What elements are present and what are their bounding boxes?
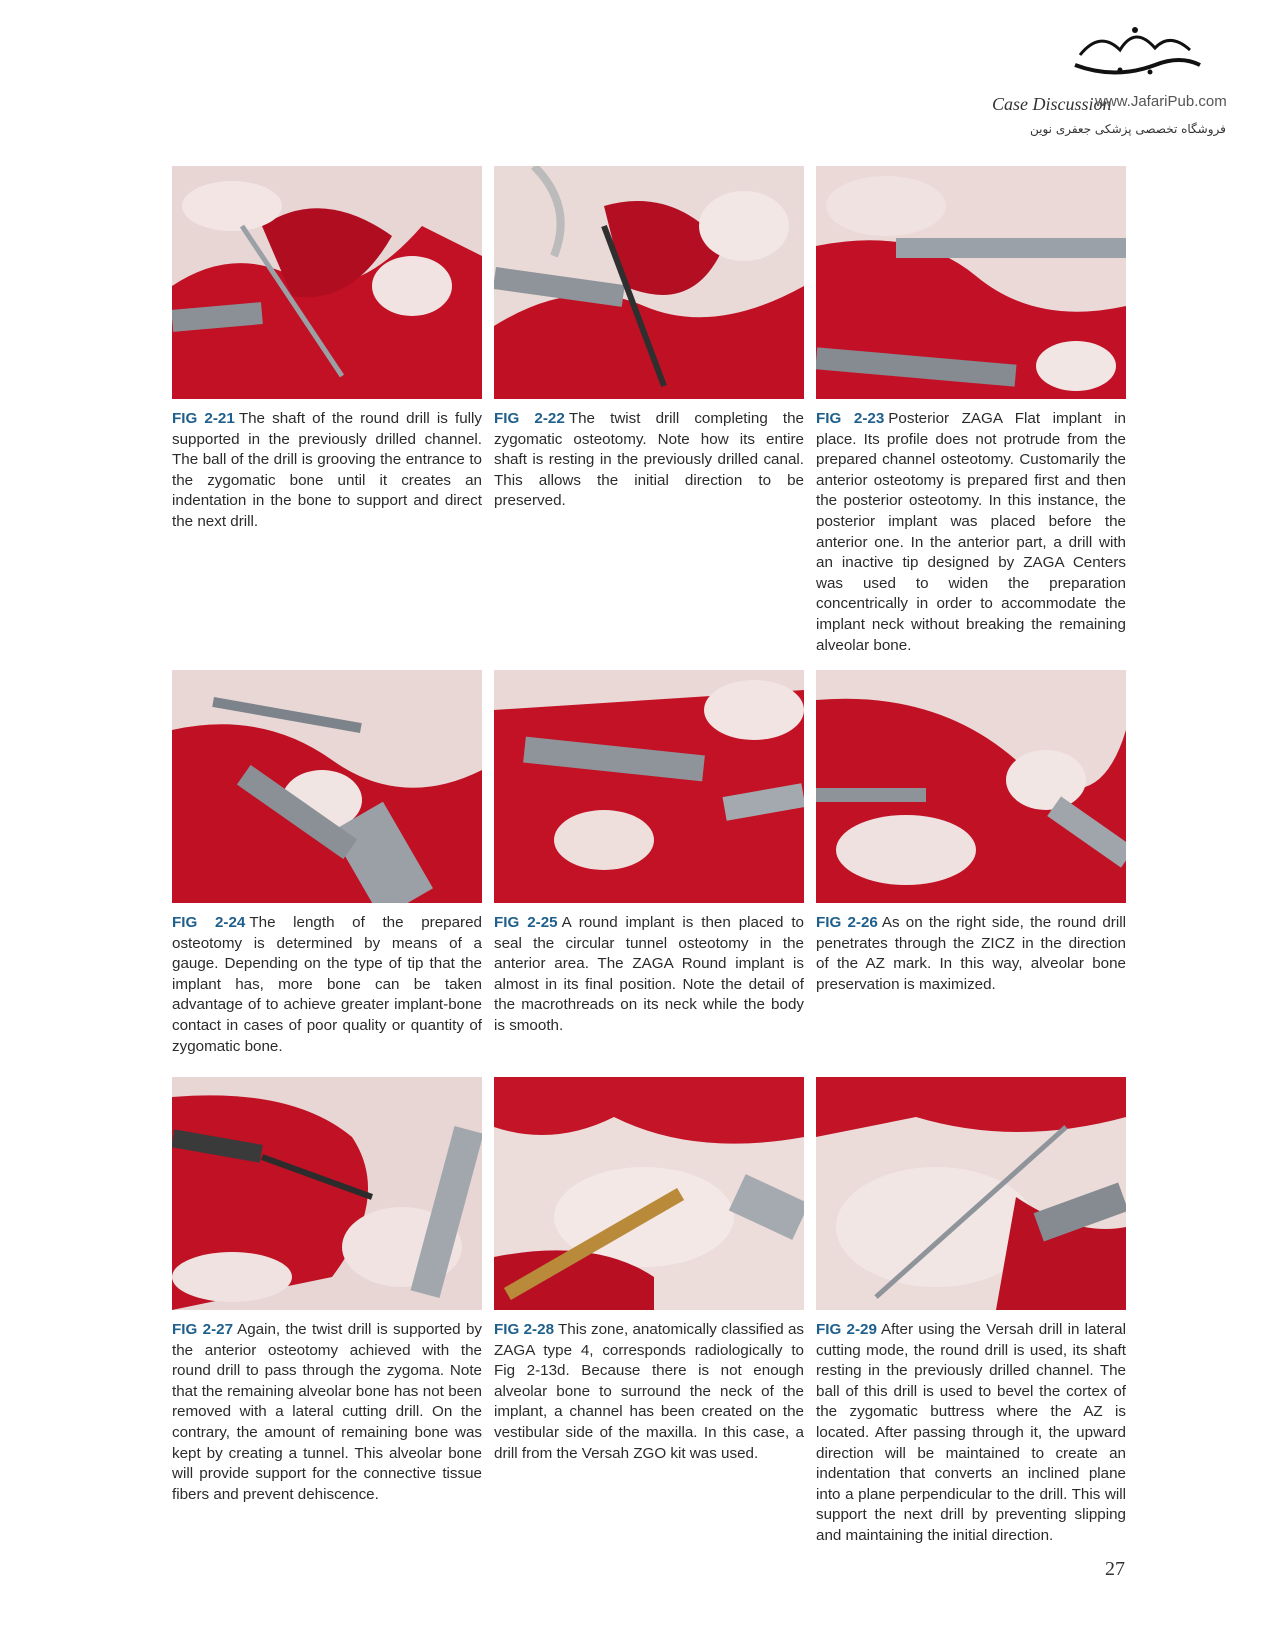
site-watermark: www.JafariPub.com [1095,93,1227,110]
surgical-photo [494,670,804,903]
figure-2-25 [494,670,804,1037]
store-name: فروشگاه تخصصی پزشکی جعفری نوین [1030,122,1226,136]
figure-2-23 [816,166,1126,656]
caption-text: The length of the prepared osteotomy is determined by means of a gauge. Depending on the type of tip that the implant has, more bone can be taken advantage of to achieve greater implant-bone contact in cases of poor quality or quantity of zygomatic bone. [172,914,482,1055]
figure-label: FIG 2-27 [172,1321,234,1338]
figure-label: FIG 2-24 [172,914,246,931]
page-header [0,0,1274,150]
figure-caption [172,913,482,1057]
caption-text: Again, the twist drill is supported by the anterior osteotomy achieved with the round drill to pass through the zygoma. Note that the remaining alveolar bone has not been removed with a lateral cutting drill. On the contrary, the amount of remaining bone was kept by creating a tunnel. This alveolar bone will provide support for the connective tissue fibers and prevent dehiscence. [172,1321,482,1503]
figure-2-21 [172,166,482,533]
figure-caption [816,1320,1126,1547]
publisher-logo [1060,20,1210,90]
caption-text: This zone, anatomically classified as ZAGA type 4, corresponds radiologically to Fig 2-13d. Because there is not enough alveolar bone to surround the neck of the implant, a channel has been created on the vestibular side of the maxilla. In this case, a drill from the Versah ZGO kit was used. [494,1321,804,1462]
surgical-photo [494,166,804,399]
caption-text: The twist drill completing the zygomatic osteotomy. Note how its entire shaft is resting in the previously drilled canal. This allows the initial direction to be preserved. [494,410,804,510]
figure-caption [816,409,1126,656]
surgical-photo [172,670,482,903]
caption-text: As on the right side, the round drill penetrates through the ZICZ in the direction of the AZ mark. In this way, alveolar bone preservation is maximized. [816,914,1126,993]
figure-label: FIG 2-28 [494,1321,555,1338]
figure-caption [172,409,482,533]
section-title: Case Discussion [992,94,1112,114]
figure-caption [816,913,1126,995]
caption-text: A round implant is then placed to seal the circular tunnel osteotomy in the anterior area. The ZAGA Round implant is almost in its final position. Note the detail of the macrothreads on its neck while the body is smooth. [494,914,804,1034]
figure-label: FIG 2-23 [816,410,885,427]
figure-2-28 [494,1077,804,1464]
figure-2-27 [172,1077,482,1505]
figure-label: FIG 2-21 [172,410,235,427]
surgical-photo [172,166,482,399]
caption-text: Posterior ZAGA Flat implant in place. Its profile does not protrude from the prepared channel osteotomy. Customarily the anterior osteotomy is prepared first and then the posterior osteotomy. In this instance, the posterior implant was placed before the anterior one. In the anterior part, a drill with an inactive tip designed by ZAGA Centers was used to widen the preparation concentrically in order to accommodate the implant neck without breaking the remaining alveolar bone. [816,410,1126,654]
page-number: 27 [1105,1558,1125,1580]
figure-2-22 [494,166,804,512]
figure-caption [172,1320,482,1505]
figure-caption [494,1320,804,1464]
surgical-photo [816,670,1126,903]
surgical-photo [816,1077,1126,1310]
figure-caption [494,409,804,512]
figure-label: FIG 2-29 [816,1321,877,1338]
figure-label: FIG 2-26 [816,914,878,931]
figure-2-24 [172,670,482,1057]
figure-caption [494,913,804,1037]
figure-2-26 [816,670,1126,995]
figure-label: FIG 2-22 [494,410,565,427]
surgical-photo [816,166,1126,399]
surgical-photo [172,1077,482,1310]
caption-text: The shaft of the round drill is fully supported in the previously drilled channel. The ball of the drill is grooving the entrance to the zygomatic bone until it creates an indentation in the bone to support and direct the next drill. [172,410,482,530]
figure-label: FIG 2-25 [494,914,558,931]
surgical-photo [494,1077,804,1310]
figure-2-29 [816,1077,1126,1547]
caption-text: After using the Versah drill in lateral cutting mode, the round drill is used, its shaft resting in the previously drilled channel. The ball of this drill is used to bevel the cortex of the zygomatic buttress where the AZ is located. After passing through it, the upward direction will be maintained to create an indentation that converts an inclined plane into a plane perpendicular to the drill. This will support the next drill by preventing slipping and maintaining the initial direction. [816,1321,1126,1544]
